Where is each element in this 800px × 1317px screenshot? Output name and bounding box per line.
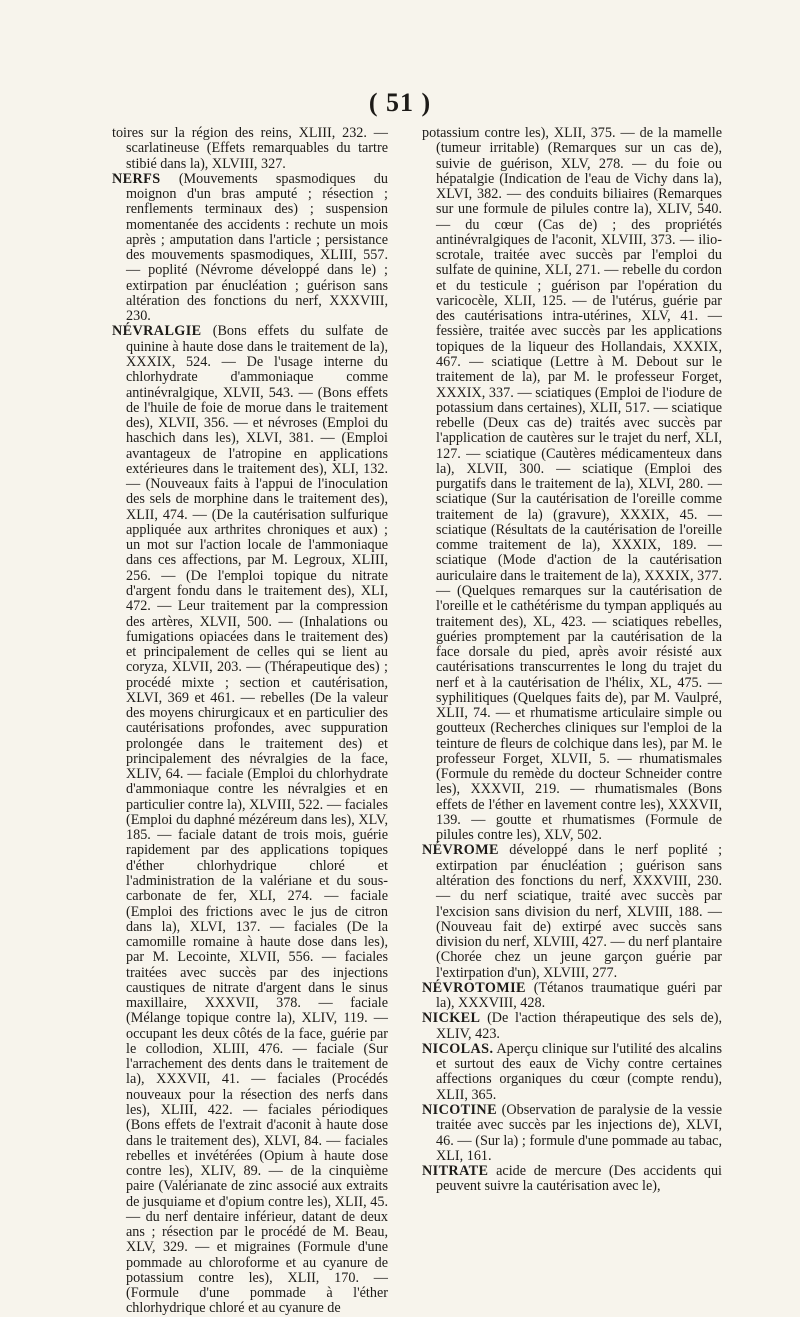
entry-text: développé dans le nerf poplité ; extirpation par énucléation ; guérison sans altération des fonctions du nerf, XXXVIII, 230. — du nerf sciatique, traité avec succès par l'excision sans division du nerf, XLVIII, 188. — (Nouveau fait de) extirpé avec succès sans division du nerf, XLVIII, 427. — du nerf plantaire (Chorée chez un jeune garçon guérie par l'extirpation d'un), XLVIII, 277.: [436, 842, 723, 981]
index-entry: [422, 1103, 722, 1164]
entry-heading: NERFS: [112, 170, 161, 187]
entry-text: potassium contre les), XLII, 375. — de la mamelle (tumeur irritable) (Remarques sur un cas de), suivie de guérison, XLV, 278. — du foie ou hépatalgie (Indication de l'eau de Vichy dans la), XLVI, 382. — des conduits biliaires (Remarques sur une formule de pilules contre la), XLIV, 540. — du cœur (Cas de) ; des propriétés antinévralgiques de l'aconit, XLVIII, 373. — ilio-scrotale, traitée avec succès par l'emploi du sulfate de quinine, XLI, 271. — rebelle du cordon et du testicule ; guérison par l'opération du varicocèle, XLII, 125. — de l'utérus, guérie par des cautérisations intra-utérines, XLV, 41. — fessière, traitée avec succès par les applications topiques de la liqueur des Hollandais, XXXIX, 467. — sciatique (Lettre à M. Debout sur le traitement de la), par M. le professeur Forget, XXXIX, 337. — sciatiques (Emploi de l'iodure de potassium dans certaines), XLII, 517. — sciatique rebelle (Deux cas de) traités avec succès par l'application de cautères sur le trajet du nerf, XLI, 127. — sciatique (Cautères médicamenteux dans la), XLVII, 300. — sciatique (Emploi des purgatifs dans le traitement de la), XLVI, 280. — sciatique (Sur la cautérisation de l'oreille comme traitement de la) (gravure), XXXIX, 45. — sciatique (Résultats de la cautérisation de l'oreille comme traitement de la), XXXIX, 189. — sciatique (Mode d'action de la cautérisation auriculaire dans le traitement de la), XXXIX, 377. — (Quelques remarques sur la cautérisation de l'oreille et le cathétérisme du tympan appliqués au traitement des), XL, 423. — sciatiques rebelles, guéries promptement par la cautérisation de la face dorsale du pied, après avoir résisté aux cautérisations transcurrentes le long du trajet du nerf et à la cautérisation de l'hélix, XL, 475. — syphilitiques (Quelques faits de), par M. Vaulpré, XLII, 74. — et rhumatisme articulaire simple ou goutteux (Recherches cliniques sur l'emploi de la teinture de fleurs de colchique dans les), par M. le professeur Forget, XLVII, 5. — rhumatismales (Formule du remède du docteur Schneider contre les), XXXVII, 219. — rhumatismales (Bons effets de l'éther en lavement contre les), XXXVII, 139. — goutte et rhumatismes (Formule de pilules contre les), XLV, 502.: [422, 125, 722, 844]
entry-heading: NÉVRALGIE: [112, 323, 202, 340]
entry-text: acide de mercure (Des accidents qui peuvent suivre la cautérisation avec le),: [436, 1163, 722, 1195]
entry-heading: NITRATE: [422, 1163, 489, 1180]
right-column: [422, 126, 722, 1253]
index-entry: [422, 843, 722, 980]
page-number: ( 51 ): [368, 88, 432, 117]
entry-heading: NICKEL: [422, 1010, 481, 1027]
entry-text: (Mouvements spasmodiques du moignon d'un bras amputé ; résection ; renflements terminaux des) ; suspension momentanée des accidents : rechute un mois après ; amputation dans l'article ; persistance des mouvements spasmodiques, XLIII, 557. — poplité (Névrome développé dans le) ; extirpation par énucléation ; guérison sans altération des fonctions du nerf, XXXVIII, 230.: [126, 170, 388, 325]
index-entry: [422, 1164, 722, 1195]
entry-heading: NÉVROTOMIE: [422, 979, 526, 996]
left-column: [112, 125, 388, 1317]
index-entry: [112, 172, 388, 325]
index-entry: [422, 1042, 722, 1103]
entry-text: toires sur la région des reins, XLIII, 232. — scarlatineuse (Effets remarquables du tartre stibié dans la), XLVIII, 327.: [112, 125, 388, 172]
index-entry: [112, 324, 388, 1316]
entry-text: (Tétanos traumatique guéri par la), XXXVIII, 428.: [436, 979, 722, 1012]
entry-heading: NICOTINE: [422, 1102, 497, 1118]
entry-text: (Observation de paralysie de la vessie traitée avec succès par les injections de), XLVI, 46. — (Sur la) ; formule d'une pommade au tabac, XLI, 161.: [436, 1102, 722, 1164]
entry-text: (De l'action thérapeutique des sels de), XLIV, 423.: [436, 1010, 722, 1042]
index-entry: [422, 981, 722, 1012]
entry-heading: NICOLAS.: [422, 1040, 494, 1057]
index-entry: [112, 126, 388, 172]
index-entry: [422, 126, 722, 843]
index-entry: [422, 1011, 722, 1042]
entry-text: Aperçu clinique sur l'utilité des alcalins et surtout des eaux de Vichy contre certaines affections organiques du cœur (compte rendu), XLII, 365.: [436, 1040, 723, 1103]
entry-heading: NÉVROME: [422, 842, 499, 859]
entry-text: (Bons effets du sulfate de quinine à haute dose dans le traitement de la), XXXIX, 524. — De l'usage interne du chlorhydrate d'ammoniaque comme antinévralgique, XLVII, 543. — (Bons effets de l'huile de foie de morue dans le traitement des), XLVII, 356. — et névroses (Emploi du haschich dans les), XLVI, 381. — (Emploi avantageux de l'atropine en applications extérieures dans le traitement des), XLI, 132. — (Nouveaux faits à l'appui de l'inoculation des sels de morphine dans le traitement des), XLII, 474. — (De la cautérisation sulfurique appliquée aux arthrites chroniques et aux) ; un mot sur l'action locale de l'ammoniaque dans ces affections, par M. Legroux, XLIII, 256. — (De l'emploi topique du nitrate d'argent fondu dans le traitement des), XLI, 472. — Leur traitement par la compression des artères, XLVII, 500. — (Inhalations ou fumigations opiacées dans le traitement des) et principalement de celles qui se lient au coryza, XLVII, 203. — (Thérapeutique des) ; procédé mixte ; section et cautérisation, XLVI, 369 et 461. — rebelles (De la valeur des moyens chirurgicaux et en particulier des cautérisations profondes, avec suppuration prolongée dans le traitement des) et principalement des névralgies de la face, XLIV, 64. — faciale (Emploi du chlorhydrate d'ammoniaque contre les névralgies et en particulier contre la), XLVIII, 522. — faciales (Emploi du daphné mézéreum dans les), XLV, 185. — faciale datant de trois mois, guérie rapidement par des applications topiques d'éther chlorhydrique chloré et l'administration de la valériane et du sous-carbonate de fer, XLI, 274. — faciale (Emploi des frictions avec le jus de citron dans la), XLVI, 137. — faciales (De la camomille romaine à haute dose dans les), par M. Lecointe, XLVII, 556. — faciales traitées avec succès par des injections caustiques de nitrate d'argent dans le sinus maxillaire, XXXVII, 378. — faciale (Mélange topique contre la), XLIV, 119. — occupant les deux côtés de la face, guérie par le collodion, XLIII, 476. — faciale (Sur l'arrachement des dents dans le traitement de la), XXXVII, 41. — faciales (Procédés nouveaux pour la résection des nerfs dans les), XLIII, 422. — faciales périodiques (Bons effets de l'extrait d'aconit à haute dose dans le traitement des), XLVI, 84. — faciales rebelles et invétérées (Opium à haute dose contre les), XLIV, 89. — de la cinquième paire (Valérianate de zinc associé aux extraits de jusquiame et d'opium contre les), XLII, 45. — du nerf dentaire inférieur, datant de deux ans ; résection par le procédé de M. Beau, XLV, 329. — et migraines (Formule d'une pommade au chloroforme et au cyanure de potassium contre les), XLII, 170. — (Formule d'une pommade à l'éther chlorhydrique chloré et au cyanure de: [126, 323, 388, 1317]
